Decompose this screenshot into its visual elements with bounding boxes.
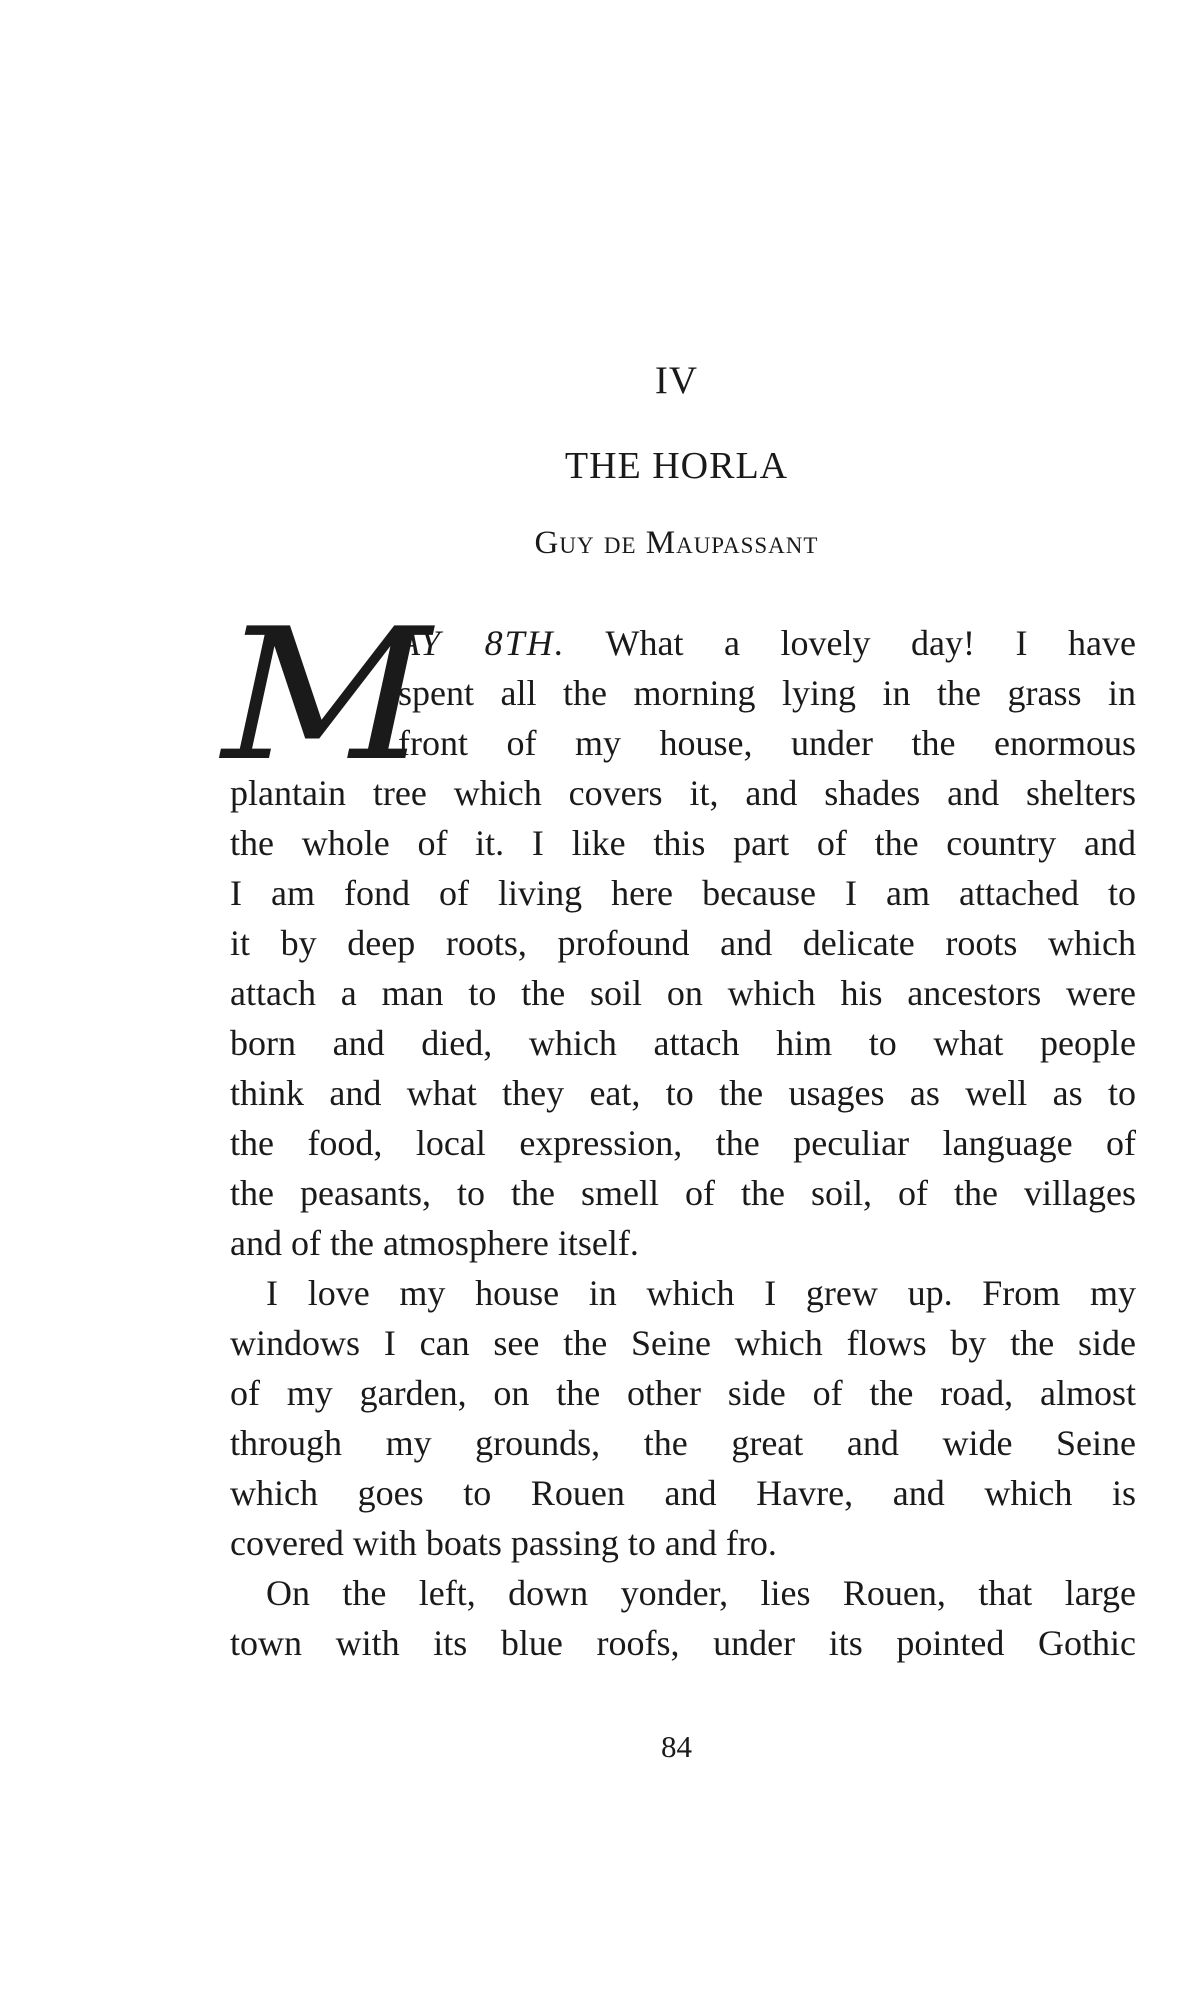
story-title: THE HORLA [564, 445, 789, 487]
text-line: it by deep roots, profound and delicate roots which [230, 923, 1136, 963]
text-line: I love my house in which I grew up. From my [266, 1273, 1136, 1313]
text-line: the food, local expression, the peculiar language of [230, 1123, 1136, 1163]
text-line: plantain tree which covers it, and shades and shelters [230, 773, 1136, 813]
text-line: On the left, down yonder, lies Rouen, that large [266, 1573, 1136, 1613]
text-line: the whole of it. I like this part of the country and [230, 823, 1136, 863]
text-line: AY 8TH. What a lovely day! I have [398, 623, 1137, 663]
page-number: 84 [661, 1729, 692, 1764]
text-line: spent all the morning lying in the grass in [398, 673, 1136, 713]
text-line: windows I can see the Seine which flows by the side [230, 1323, 1136, 1363]
author-name: Guy de Maupassant [534, 525, 819, 561]
text-line: front of my house, under the enormous [398, 723, 1136, 763]
text-line: through my grounds, the great and wide Seine [230, 1423, 1136, 1463]
text-line: think and what they eat, to the usages as well as to [230, 1073, 1136, 1113]
text-line: which goes to Rouen and Havre, and which is [230, 1473, 1136, 1513]
chapter-number: IV [654, 359, 699, 402]
text-line: of my garden, on the other side of the road, almost [230, 1373, 1136, 1413]
text-line: attach a man to the soil on which his ancestors were [230, 973, 1136, 1013]
body-text [230, 618, 1136, 1668]
opening-date: AY 8TH. [398, 623, 566, 663]
text-line: I am fond of living here because I am attached to [230, 873, 1136, 913]
drop-cap: M [222, 589, 431, 801]
text-line: town with its blue roofs, under its pointed Gothic [230, 1623, 1136, 1663]
text-line: born and died, which attach him to what people [230, 1023, 1136, 1063]
text-line: and of the atmosphere itself. [230, 1223, 639, 1263]
text-line: covered with boats passing to and fro. [230, 1523, 777, 1563]
text-line: the peasants, to the smell of the soil, of the villages [230, 1173, 1136, 1213]
